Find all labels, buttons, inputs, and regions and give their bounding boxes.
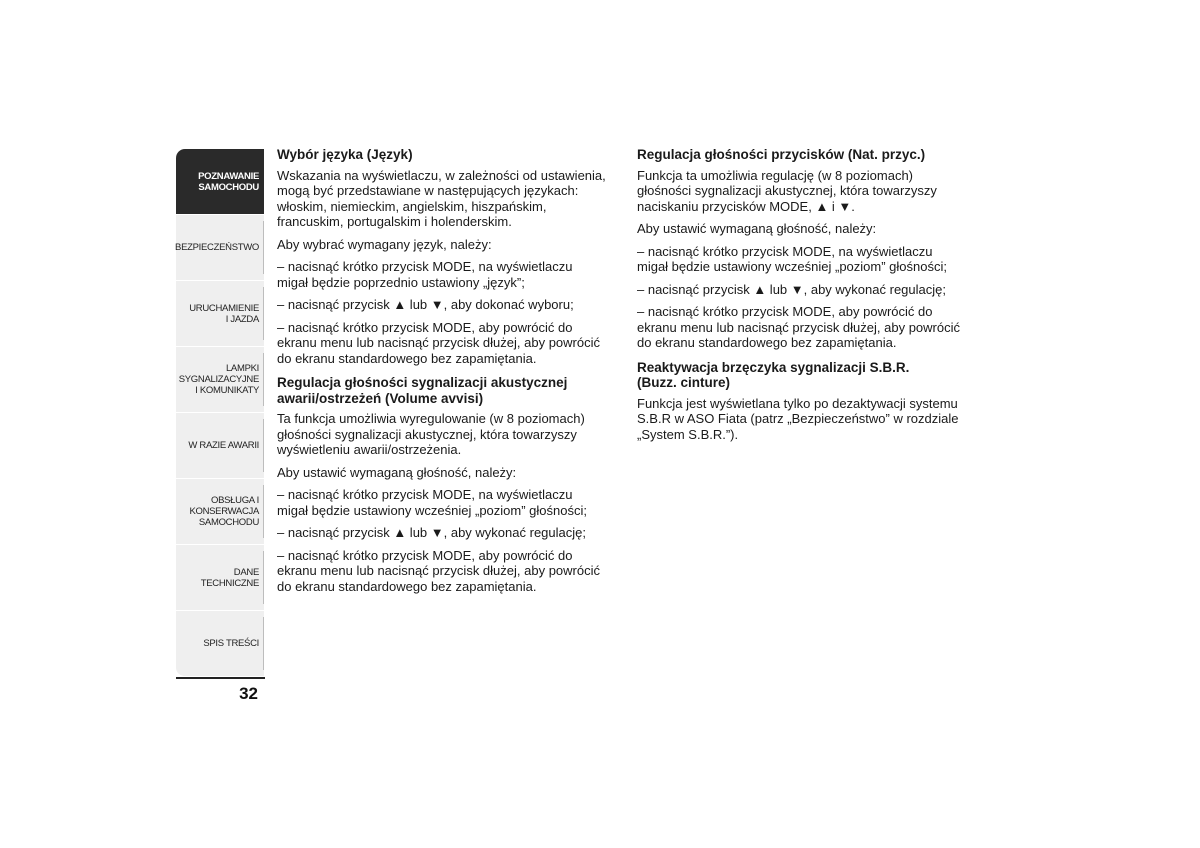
paragraph: Aby wybrać wymagany język, należy: <box>277 236 492 252</box>
right-column <box>637 147 982 451</box>
paragraph: Aby ustawić wymaganą głośność, należy: <box>277 464 517 480</box>
tab-w-razie-awarii[interactable]: W RAZIE AWARII <box>176 413 264 479</box>
paragraph: – nacisnąć przycisk ▲ lub ▼, aby wykonać regulację; <box>277 525 586 540</box>
sidebar-bottom-rule <box>176 677 265 679</box>
page-number: 32 <box>239 684 258 703</box>
tab-obsluga-i-konserwacja[interactable]: OBSŁUGA I KONSERWACJA SAMOCHODU <box>176 479 264 545</box>
section-wybor-jezyka <box>277 147 622 366</box>
tab-uruchamienie-i-jazda[interactable]: URUCHAMIENIE I JAZDA <box>176 281 264 347</box>
tab-poznawanie-samochodu[interactable]: POZNAWANIE SAMOCHODU <box>176 149 264 215</box>
paragraph: – nacisnąć krótko przycisk MODE, aby powrócić do ekranu menu lub nacisnąć przycisk dłużej, aby powrócić do ekranu standardowego bez zapamiętania. <box>637 304 960 350</box>
section-buzz-cinture <box>637 360 982 443</box>
paragraph: Funkcja jest wyświetlana tylko po dezaktywacji systemu S.B.R w ASO Fiata (patrz „Bezpieczeństwo” w rozdziale „System S.B.R.”). <box>637 395 959 442</box>
section-heading: Regulacja głośności sygnalizacji akustycznej awarii/ostrzeżeń (Volume avvisi) <box>277 375 568 406</box>
tab-spis-tresci[interactable]: SPIS TREŚCI <box>176 611 264 677</box>
section-heading: Reaktywacja brzęczyka sygnalizacji S.B.R. (Buzz. cinture) <box>637 359 910 390</box>
paragraph: Funkcja ta umożliwia regulację (w 8 poziomach) głośności sygnalizacji akustycznej, która towarzyszy naciskaniu przycisków MODE, ▲ i ▼. <box>637 167 937 214</box>
section-heading: Wybór języka (Język) <box>277 147 413 162</box>
paragraph: Ta funkcja umożliwia wyregulowanie (w 8 poziomach) głośności sygnalizacji akustycznej, która towarzyszy wyświetleniu awarii/ostrzeżenia. <box>277 411 585 457</box>
paragraph: – nacisnąć przycisk ▲ lub ▼, aby wykonać regulację; <box>637 281 946 297</box>
paragraph: Aby ustawić wymaganą głośność, należy: <box>637 221 877 236</box>
paragraph: – nacisnąć krótko przycisk MODE, na wyświetlaczu migał będzie ustawiony wcześniej „poziom” głośności; <box>277 487 587 518</box>
tab-lampki-sygnalizacyjne[interactable]: LAMPKI SYGNALIZACYJNE I KOMUNIKATY <box>176 347 264 413</box>
section-volume-avvisi <box>277 375 622 594</box>
paragraph: Wskazania na wyświetlaczu, w zależności od ustawienia, mogą być przedstawiane w następujących językach: włoskim, niemieckim, angielskim, hiszpańskim, francuskim, portugalskim i holenderskim. <box>277 167 606 229</box>
paragraph: – nacisnąć krótko przycisk MODE, na wyświetlaczu migał będzie ustawiony wcześniej „poziom” głośności; <box>637 243 947 274</box>
section-heading: Regulacja głośności przycisków (Nat. przyc.) <box>637 147 926 162</box>
tab-dane-techniczne[interactable]: DANE TECHNICZNE <box>176 545 264 611</box>
paragraph: – nacisnąć krótko przycisk MODE, aby powrócić do ekranu menu lub nacisnąć przycisk dłużej, aby powrócić do ekranu standardowego bez zapamiętania. <box>277 547 600 594</box>
chapter-sidebar <box>176 149 264 677</box>
paragraph: – nacisnąć przycisk ▲ lub ▼, aby dokonać wyboru; <box>277 297 574 312</box>
tab-bezpieczenstwo[interactable]: BEZPIECZEŃSTWO <box>176 215 264 281</box>
paragraph: – nacisnąć krótko przycisk MODE, na wyświetlaczu migał będzie poprzednio ustawiony „język”; <box>277 259 573 290</box>
paragraph: – nacisnąć krótko przycisk MODE, aby powrócić do ekranu menu lub nacisnąć przycisk dłużej, aby powrócić do ekranu standardowego bez zapamiętania. <box>277 319 600 366</box>
section-nat-przyc <box>637 147 982 351</box>
left-column <box>277 147 622 603</box>
